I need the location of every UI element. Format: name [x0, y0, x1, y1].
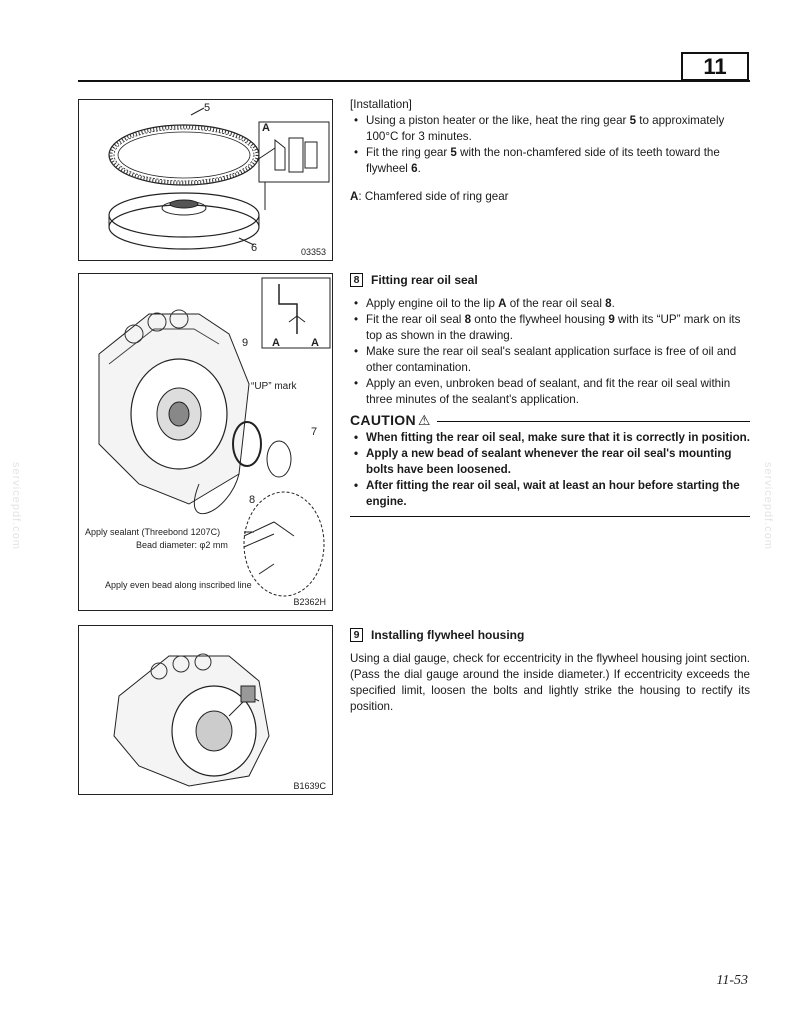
- callout-9: 9: [242, 337, 249, 349]
- bead-diameter-label: Bead diameter: φ2 mm: [136, 540, 228, 550]
- up-mark-label: “UP” mark: [251, 381, 297, 392]
- section-number: 9: [350, 628, 363, 642]
- installation-heading: [Installation]: [350, 98, 412, 111]
- callout-6: 6: [251, 242, 258, 254]
- section-fitting-rear-oil-seal: [350, 272, 750, 517]
- section-body: Using a dial gauge, check for eccentricity in the flywheel housing joint section. (Pass the dial gauge around the inside diameter.) If eccentricity exceeds the specified limit, loosen the bolts and lightly strike the housing to rectify its position.: [350, 652, 750, 713]
- figure-ring-gear: [78, 99, 333, 261]
- section-title: 8 Fitting rear oil seal: [350, 272, 750, 288]
- step: • Apply an even, unbroken bead of sealant, and fit the rear oil seal within three minutes of the sealant's application.: [350, 376, 750, 408]
- callout-a: A: [262, 122, 270, 134]
- figure-code: B1639C: [293, 781, 326, 791]
- caution-item: • Apply a new bead of sealant whenever the rear oil seal's mounting bolts have been loosened.: [350, 446, 750, 478]
- warning-triangle-icon: ⚠: [417, 412, 431, 428]
- callout-8: 8: [249, 494, 256, 506]
- sealant-label: Apply sealant (Threebond 1207C): [85, 527, 221, 537]
- flywheel-housing-illustration: [79, 626, 334, 796]
- figure-flywheel-housing: [78, 625, 333, 795]
- section-number: 8: [350, 273, 363, 287]
- watermark-left: servicepdf.com: [10, 462, 22, 550]
- ring-gear-illustration: [79, 100, 334, 262]
- chapter-number: 11: [703, 54, 727, 79]
- callout-7: 7: [311, 426, 318, 438]
- page-number: 11-53: [716, 973, 748, 988]
- step: • Make sure the rear oil seal's sealant application surface is free of oil and other contamination.: [350, 344, 750, 376]
- caution-end-rule: [350, 516, 750, 517]
- figure-rear-oil-seal: [78, 273, 333, 611]
- caution-heading: CAUTION ⚠: [350, 412, 750, 428]
- installation-note: A: Chamfered side of ring gear: [350, 190, 509, 203]
- installation-section: [350, 97, 750, 205]
- installation-step: • Using a piston heater or the like, heat the ring gear 5 to approximately 100°C for 3 minutes.: [350, 113, 750, 145]
- watermark-right: servicepdf.com: [762, 462, 774, 550]
- chapter-number-box: [681, 52, 749, 81]
- section-installing-flywheel-housing: [350, 627, 750, 715]
- caution-item: • When fitting the rear oil seal, make sure that it is correctly in position.: [350, 430, 750, 446]
- callout-a-right: A: [311, 337, 319, 349]
- caution-item: • After fitting the rear oil seal, wait at least an hour before starting the engine.: [350, 478, 750, 510]
- rear-oil-seal-illustration: [79, 274, 334, 612]
- figure-code: B2362H: [293, 597, 326, 607]
- installation-step: • Fit the ring gear 5 with the non-chamfered side of its teeth toward the flywheel 6.: [350, 145, 750, 177]
- callout-a-left: A: [272, 337, 280, 349]
- figure-code: 03353: [300, 247, 326, 257]
- even-bead-label: Apply even bead along inscribed line: [105, 580, 252, 590]
- step: • Fit the rear oil seal 8 onto the flywheel housing 9 with its “UP” mark on its top as shown in the drawing.: [350, 312, 750, 344]
- section-title: 9 Installing flywheel housing: [350, 627, 750, 643]
- header-rule: [78, 80, 750, 82]
- step: • Apply engine oil to the lip A of the rear oil seal 8.: [350, 296, 750, 312]
- callout-5: 5: [204, 102, 211, 114]
